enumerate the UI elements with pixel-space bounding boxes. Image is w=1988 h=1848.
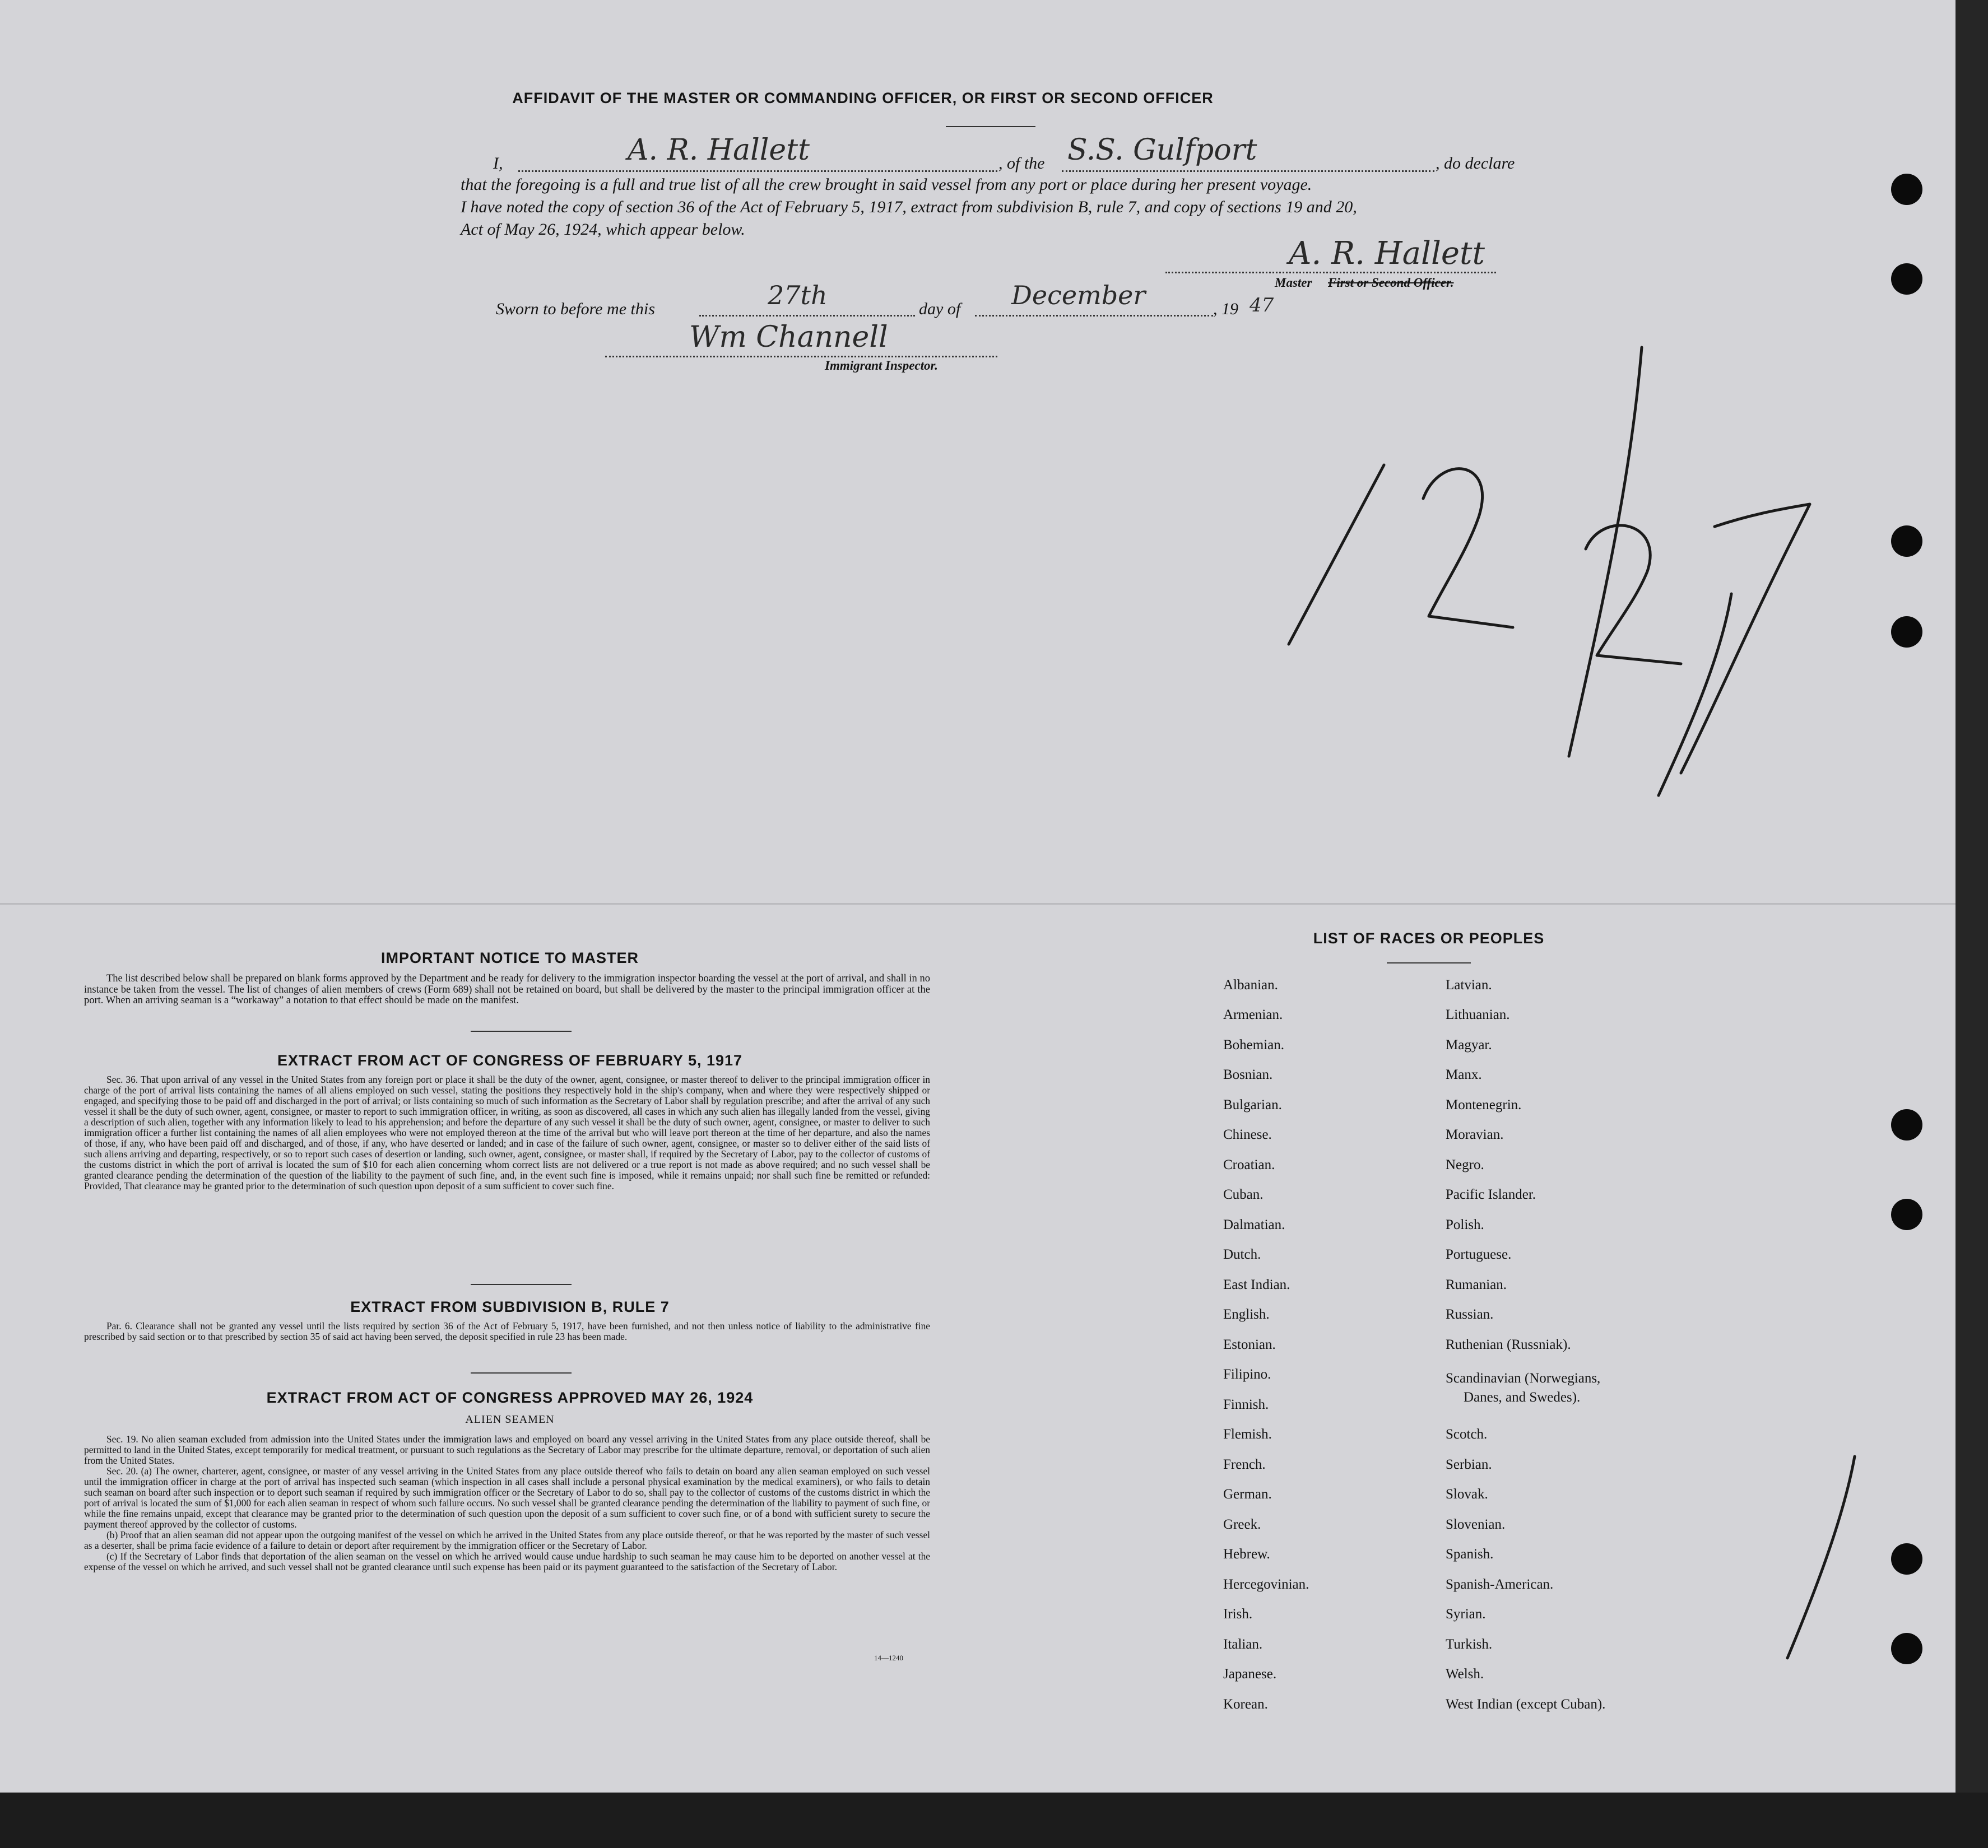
races-title: LIST OF RACES OR PEOPLES [1313, 930, 1545, 947]
race-item: Cuban. [1223, 1187, 1264, 1202]
do-declare-label: , do declare [1436, 154, 1515, 173]
race-item: Flemish. [1223, 1427, 1272, 1442]
extract-1917-title: EXTRACT FROM ACT OF CONGRESS OF FEBRUARY 5, 1917 [277, 1052, 743, 1069]
scan-border-right [1956, 0, 1988, 1848]
form-number: 14—1240 [874, 1654, 903, 1662]
race-item: Turkish. [1446, 1637, 1493, 1652]
race-item: Lithuanian. [1446, 1007, 1510, 1022]
master-name-handwritten: A. R. Hallett [628, 133, 810, 167]
race-item: French. [1223, 1457, 1266, 1472]
race-item: Montenegrin. [1446, 1097, 1522, 1112]
race-item: English. [1223, 1307, 1270, 1322]
punch-hole [1891, 1109, 1922, 1141]
race-item: Scotch. [1446, 1427, 1488, 1442]
race-item: Chinese. [1223, 1127, 1272, 1142]
race-item: Syrian. [1446, 1607, 1486, 1622]
race-item: Scandinavian (Norwegians, [1446, 1371, 1601, 1386]
race-item: Portuguese. [1446, 1247, 1512, 1262]
race-item: Bohemian. [1223, 1037, 1285, 1053]
signature-line [1165, 272, 1496, 273]
punch-hole [1891, 174, 1922, 205]
month-handwritten: December [1011, 280, 1146, 310]
extract-1924-title: EXTRACT FROM ACT OF CONGRESS APPROVED MAY 26, 1924 [266, 1389, 754, 1406]
handwritten-date-annotation [1255, 314, 1838, 825]
race-item: Latvian. [1446, 977, 1492, 993]
punch-hole [1891, 263, 1922, 295]
race-item: Welsh. [1446, 1667, 1484, 1682]
punch-hole [1891, 1633, 1922, 1664]
race-item: Bosnian. [1223, 1067, 1273, 1082]
year-prefix-label: , 19 [1213, 300, 1238, 318]
extract-1924-text [84, 1434, 930, 1572]
sec20b-paragraph: (b) Proof that an alien seaman did not appear upon the outgoing manifest of the vessel on which he arrived in the United States from any place outside thereof, or that he was reported by the master of such vessel as a deserter, shall be prima facie evidence of a failure to detain or deport after requirement by the immigration officer or the Secretary of Labor. [84, 1529, 930, 1551]
affidavit-line4: Act of May 26, 1924, which appear below. [461, 220, 745, 239]
signature-handwritten: A. R. Hallett [1289, 235, 1485, 272]
race-item: Magyar. [1446, 1037, 1492, 1053]
race-item: Polish. [1446, 1217, 1484, 1232]
notice-text: The list described below shall be prepared on blank forms approved by the Department and be ready for delivery to the immigration inspector boarding the vessel at the port of arrival, and shall in no instance be taken from the vessel. The list of changes of alien members of crews (Form 689) shall not be retained on board, but shall be delivered by the master to the principal immigration officer at the port. When an arriving seaman is a “workaway” a notation to that effect should be made on the manifest. [84, 973, 930, 1006]
month-line [975, 315, 1213, 316]
race-item: Spanish-American. [1446, 1577, 1554, 1592]
race-item: Irish. [1223, 1607, 1253, 1622]
race-item: Japanese. [1223, 1667, 1277, 1682]
name-line [518, 170, 997, 172]
affidavit-line3: I have noted the copy of section 36 of the Act of February 5, 1917, extract from subdivision B, rule 7, and copy of sections 19 and 20, [461, 198, 1357, 216]
day-of-label: day of [919, 300, 961, 318]
race-item: Danes, and Swedes). [1464, 1390, 1581, 1405]
punch-hole [1891, 1199, 1922, 1230]
affidavit-i: I, [493, 154, 503, 173]
notice-title: IMPORTANT NOTICE TO MASTER [381, 949, 639, 966]
day-line [699, 315, 915, 316]
race-item: Italian. [1223, 1637, 1263, 1652]
race-item: Croatian. [1223, 1157, 1275, 1172]
title-divider [946, 126, 1035, 127]
rule7-title: EXTRACT FROM SUBDIVISION B, RULE 7 [350, 1298, 670, 1315]
race-item: Pacific Islander. [1446, 1187, 1536, 1202]
of-the-label: , of the [998, 154, 1045, 173]
race-item: Dalmatian. [1223, 1217, 1285, 1232]
race-item: Albanian. [1223, 977, 1278, 993]
scan-border-bottom [0, 1793, 1988, 1848]
sec19-paragraph: Sec. 19. No alien seaman excluded from admission into the United States under the immigration laws and employed on board any vessel arriving in the United States from any place outside thereof, shall be permitted to land in the United States, except temporarily for medical treatment, or pursuant to such regulations as the Secretary of Labor may prescribe for the ultimate departure, removal, or deportation of such alien from the United States. [84, 1433, 930, 1466]
race-item: German. [1223, 1487, 1272, 1502]
race-item: Bulgarian. [1223, 1097, 1282, 1112]
punch-hole [1891, 616, 1922, 648]
affidavit-line2: that the foregoing is a full and true list of all the crew brought in said vessel from any port or place during her present voyage. [461, 175, 1312, 194]
section-divider [471, 1372, 572, 1374]
races-divider [1387, 962, 1471, 963]
race-item: Korean. [1223, 1697, 1268, 1712]
extract-1917-text: Sec. 36. That upon arrival of any vessel in the United States from any foreign port or place it shall be the duty of the owner, agent, consignee, or master thereof to deliver to the principal immigration officer in charge of the port of arrival lists containing the names of all aliens employed on such vessel, stating the positions they respectively hold in the ship's company, when and where they were respectively shipped or engaged, and specifying those to be paid off and discharged in the port of arrival; or lists containing so much of such information as the Secretary of Labor shall by regulation prescribe; and after the arrival of any such vessel it shall be the duty of such owner, agent, consignee, or master to report to such immigration officer, in writing, as soon as discovered, all cases in which any such alien has illegally landed from the vessel, giving a description of such alien, together with any information likely to lead to his apprehension; and before the departure of any such vessel it shall be the duty of such owner, agent, consignee, or master to deliver to such immigration officer a further list containing the names of all alien employees who were not employed thereon at the time of the arrival but who will leave port thereon at the time of her departure, and also the names of those, if any, who have been paid off and discharged, and of those, if any, who have deserted or landed; and in case of the failure of such owner, agent, consignee, or master so to deliver either of the said lists of such aliens arriving and departing, respectively, or so to report such cases of desertion or landing, such owner, agent, consignee, or master shall, if required by the Secretary of Labor, pay to the collector of customs of the customs district in which the port of arrival is located the sum of $10 for each alien concerning whom correct lists are not delivered or a true report is not made as above required; and no such vessel shall be granted clearance pending the determination of the question of the liability to the payment of such fine, and, in the event such fine is imposed, while it remains unpaid; nor shall such fine be remitted or refunded: Provided, That clearance may be granted prior to the determination of such question upon deposit of a sum sufficient to cover such fine. [84, 1074, 930, 1191]
race-item: Ruthenian (Russniak). [1446, 1337, 1571, 1352]
inspector-label: Immigrant Inspector. [825, 359, 938, 373]
sworn-label: Sworn to before me this [496, 300, 655, 318]
officer-struck-label: First or Second Officer. [1328, 276, 1454, 290]
race-item: Spanish. [1446, 1547, 1494, 1562]
race-item: Serbian. [1446, 1457, 1492, 1472]
day-handwritten: 27th [768, 280, 828, 310]
sec20c-paragraph: (c) If the Secretary of Labor finds that deportation of the alien seaman on the vessel on which he arrived would cause undue hardship to such seaman he may cause him to be deported on another vessel at the expense of the vessel on which he arrived, and such vessel shall not be granted clearance until such expense has been paid or its payment guaranteed to the satisfaction of the Secretary of Labor. [84, 1551, 930, 1572]
punch-hole [1891, 1543, 1922, 1575]
race-item: Armenian. [1223, 1007, 1283, 1022]
section-divider [471, 1031, 572, 1032]
race-item: Slovenian. [1446, 1517, 1506, 1532]
year-handwritten: 47 [1250, 294, 1274, 316]
master-label: Master [1275, 276, 1312, 290]
race-item: Estonian. [1223, 1337, 1276, 1352]
race-item: Hercegovinian. [1223, 1577, 1309, 1592]
race-item: East Indian. [1223, 1277, 1290, 1292]
punch-hole [1891, 525, 1922, 557]
race-item: Moravian. [1446, 1127, 1504, 1142]
rule7-text: Par. 6. Clearance shall not be granted any vessel until the lists required by section 36 of the Act of February 5, 1917, have been furnished, and not then unless notice of liability to the administrative fine prescribed by said section or to that prescribed by section 35 of said act having been served, the deposit specified in rule 23 has been made. [84, 1320, 930, 1342]
race-item: Finnish. [1223, 1397, 1269, 1412]
race-item: Rumanian. [1446, 1277, 1507, 1292]
pen-stroke [1776, 1451, 1860, 1664]
race-item: Slovak. [1446, 1487, 1488, 1502]
fold-line [0, 903, 1956, 905]
race-item: Greek. [1223, 1517, 1261, 1532]
alien-seamen-subtitle: ALIEN SEAMEN [465, 1413, 555, 1426]
race-item: Filipino. [1223, 1367, 1271, 1382]
vessel-name-handwritten: S.S. Gulfport [1067, 133, 1257, 167]
race-item: West Indian (except Cuban). [1446, 1697, 1606, 1712]
section-divider [471, 1284, 572, 1285]
affidavit-title: AFFIDAVIT OF THE MASTER OR COMMANDING OFFICER, OR FIRST OR SECOND OFFICER [512, 90, 1214, 106]
sec20a-paragraph: Sec. 20. (a) The owner, charterer, agent, consignee, or master of any vessel arriving in the United States from any place outside thereof who fails to detain on board any alien seaman employed on such vessel until the immigration officer in charge at the port of arrival has inspected such seaman (which inspection in all cases shall include a personal physical examination by the medical examiners), or who fails to detain such seaman on board after such inspection or to deport such seaman if required by such immigration officer or the Secretary of Labor to do so, shall pay to the collector of customs of the customs district in which the port of arrival is located the sum of $1,000 for each alien seaman in respect of whom such failure occurs. No such vessel shall be granted clearance pending the determination of the liability to payment of such fine, or while the fine remains unpaid, except that clearance may be granted prior to the determination of such question upon the deposit of a sum sufficient to cover such fine, or of a bond with sufficient surety to secure the payment thereof approved by the collector of customs. [84, 1465, 930, 1530]
inspector-line [605, 356, 997, 357]
race-item: Dutch. [1223, 1247, 1261, 1262]
race-item: Manx. [1446, 1067, 1482, 1082]
race-item: Hebrew. [1223, 1547, 1270, 1562]
race-item: Negro. [1446, 1157, 1484, 1172]
race-item: Russian. [1446, 1307, 1494, 1322]
vessel-line [1062, 170, 1434, 172]
inspector-signature-handwritten: Wm Channell [689, 320, 888, 354]
